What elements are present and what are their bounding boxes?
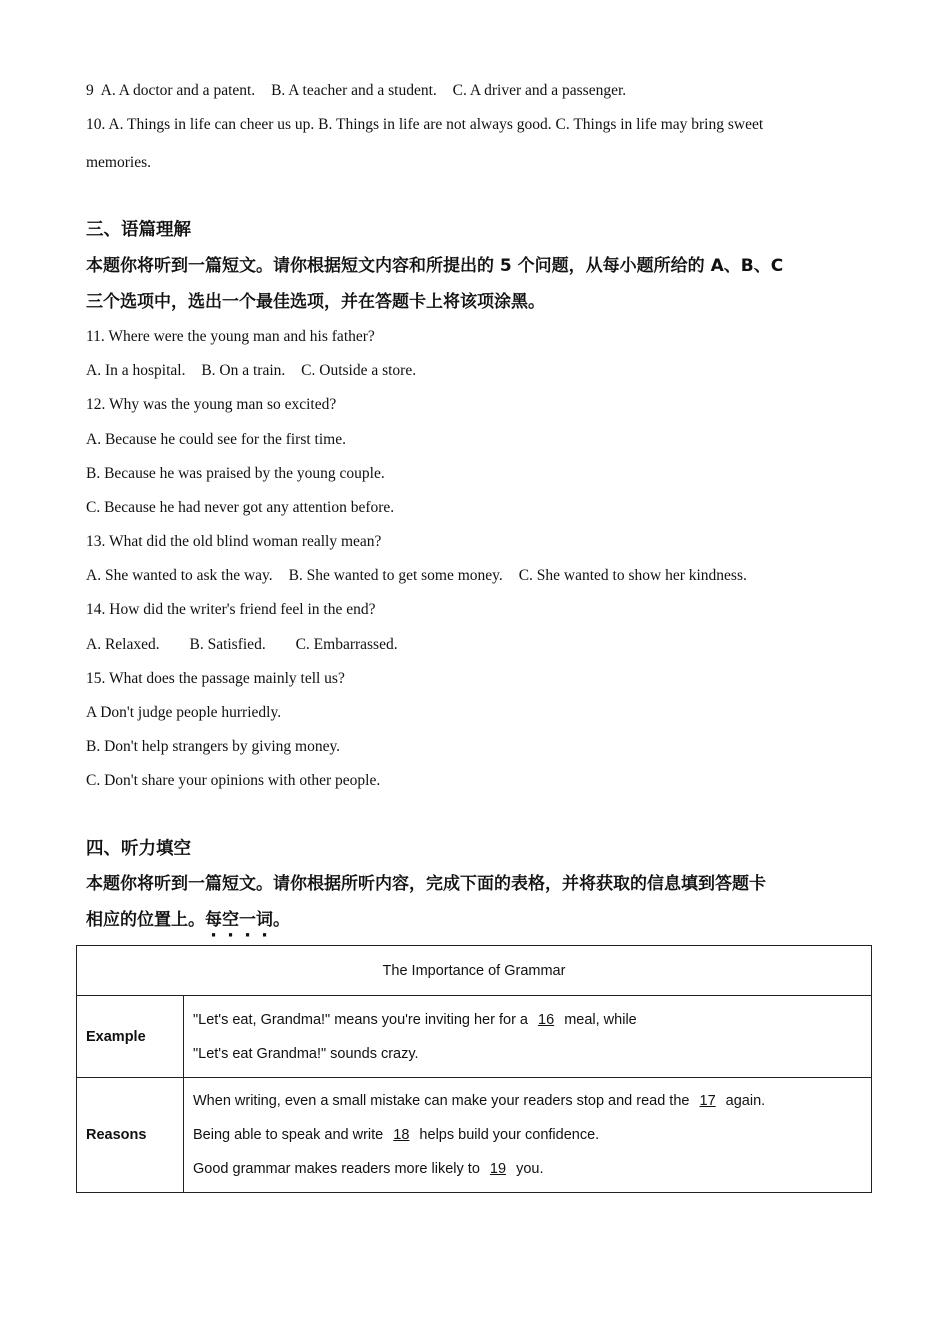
q9-option-c: C. A driver and a passenger.	[452, 82, 627, 99]
emph-char-3: 一	[239, 910, 256, 930]
example-content	[184, 996, 872, 1078]
q14-option-c: C. Embarrassed.	[295, 636, 398, 653]
reason3-post: you.	[512, 1161, 544, 1177]
reason2-post: helps build your confidence.	[415, 1127, 600, 1143]
question-14: 14. How did the writer's friend feel in the end?	[86, 601, 376, 618]
reasons-label: Reasons	[77, 1078, 184, 1193]
example-line1-pre: "Let's eat, Grandma!" means you're inviting her for a	[193, 1011, 533, 1028]
reason1-pre: When writing, even a small mistake can make your readers stop and read the	[193, 1093, 694, 1109]
blank-19: 19	[489, 1161, 507, 1177]
q12-option-c: C. Because he had never got any attention before.	[86, 499, 395, 516]
q11-option-c: C. Outside a store.	[301, 362, 417, 379]
question-11: 11. Where were the young man and his father?	[86, 328, 375, 345]
reason3-pre: Good grammar makes readers more likely to	[193, 1161, 484, 1177]
q14-option-b: B. Satisfied.	[189, 636, 266, 653]
example-row	[77, 996, 872, 1078]
section3-heading: 三、语篇理解	[86, 220, 191, 240]
section3-instruction-line2: 三个选项中，选出一个最佳选项，并在答题卡上将该项涂黑。	[86, 292, 545, 312]
question-13: 13. What did the old blind woman really mean?	[86, 533, 382, 550]
grammar-table	[76, 945, 872, 1193]
example-label: Example	[77, 996, 184, 1078]
question-10-line1: 10. A. Things in life can cheer us up. B. Things in life are not always good. C. Things in life may bring sweet	[86, 116, 764, 133]
question-13-options	[86, 566, 747, 586]
section4-instruction-line1: 本题你将听到一篇短文。请你根据所听内容，完成下面的表格，并将获取的信息填到答题卡	[86, 874, 766, 894]
q13-option-b: B. She wanted to get some money.	[288, 567, 503, 584]
q15-option-a: A Don't judge people hurriedly.	[86, 704, 282, 721]
table-title: The Importance of Grammar	[77, 946, 872, 996]
reason2-pre: Being able to speak and write	[193, 1127, 388, 1143]
reasons-content	[184, 1078, 872, 1193]
q9-option-a: A. A doctor and a patent.	[100, 82, 256, 99]
question-15: 15. What does the passage mainly tell us?	[86, 670, 345, 687]
q14-option-a: A. Relaxed.	[86, 636, 160, 653]
q15-option-c: C. Don't share your opinions with other people.	[86, 772, 381, 789]
emph-char-1: 每	[205, 910, 222, 930]
blank-16: 16	[538, 1011, 555, 1028]
example-line1-post: meal, while	[560, 1011, 637, 1028]
question-9	[86, 81, 626, 101]
example-line-1	[193, 1003, 870, 1037]
q11-option-b: B. On a train.	[201, 362, 286, 379]
reasons-row	[77, 1078, 872, 1193]
q9-option-b: B. A teacher and a student.	[271, 82, 437, 99]
q13-option-a: A. She wanted to ask the way.	[86, 567, 273, 584]
instr-suffix: 。	[273, 910, 290, 930]
emph-char-2: 空	[222, 910, 239, 930]
blank-17: 17	[699, 1093, 716, 1109]
reason-line-3	[193, 1152, 870, 1186]
q12-option-b: B. Because he was praised by the young couple.	[86, 465, 385, 482]
section3-instruction-line1: 本题你将听到一篇短文。请你根据短文内容和所提出的 5 个问题，从每小题所给的 A、B、C	[86, 256, 784, 276]
q9-number: 9	[86, 82, 94, 99]
question-12: 12. Why was the young man so excited?	[86, 396, 337, 413]
example-line-2: "Let's eat Grandma!" sounds crazy.	[193, 1045, 419, 1062]
blank-18: 18	[393, 1127, 410, 1143]
question-11-options	[86, 361, 416, 381]
section4-heading: 四、听力填空	[86, 839, 191, 859]
reason-line-1	[193, 1084, 870, 1118]
emph-char-4: 词	[256, 910, 273, 930]
q13-option-c: C. She wanted to show her kindness.	[518, 567, 747, 584]
q11-option-a: A. In a hospital.	[86, 362, 186, 379]
section4-instruction-line2	[86, 908, 290, 932]
q15-option-b: B. Don't help strangers by giving money.	[86, 738, 341, 755]
instr-prefix: 相应的位置上。	[86, 910, 205, 930]
reason1-post: again.	[721, 1093, 766, 1109]
question-14-options	[86, 635, 398, 655]
q12-option-a: A. Because he could see for the first time.	[86, 431, 346, 448]
table-title-row	[77, 946, 872, 996]
question-10-line2: memories.	[86, 154, 151, 171]
reason-line-2	[193, 1118, 870, 1152]
